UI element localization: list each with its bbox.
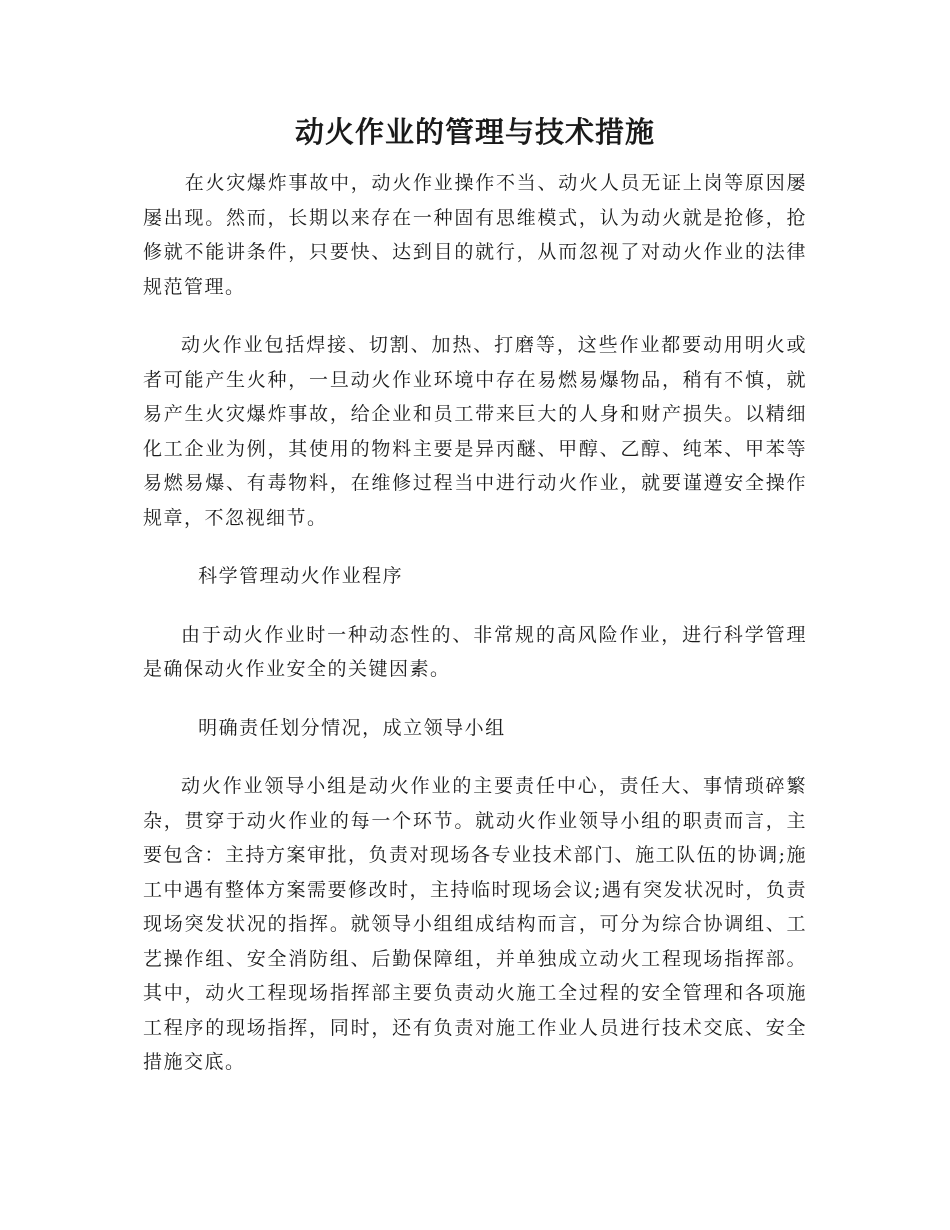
section-heading-scientific-management: 科学管理动火作业程序 — [198, 565, 404, 587]
paragraph-intro: 在火灾爆炸事故中，动火作业操作不当、动火人员无证上岗等原因屡屡出现。然而，长期以来存在一种固有思维模式，认为动火就是抢修，抢修就不能讲条件，只要快、达到目的就行，从而忽视了对动火作业的法律规范管理。 — [143, 172, 807, 298]
paragraph-scientific-management: 由于动火作业时一种动态性的、非常规的高风险作业，进行科学管理是确保动火作业安全的关键因素。 — [143, 623, 807, 680]
paragraph-hot-work-scope: 动火作业包括焊接、切割、加热、打磨等，这些作业都要动用明火或者可能产生火种，一旦动火作业环境中存在易燃易爆物品，稍有不慎，就易产生火灾爆炸事故，给企业和员工带来巨大的人身和财产损失。以精细化工企业为例，其使用的物料主要是异丙醚、甲醇、乙醇、纯苯、甲苯等易燃易爆、有毒物料，在维修过程当中进行动火作业，就要谨遵安全操作规章，不忽视细节。 — [143, 334, 807, 529]
section-heading-responsibility: 明确责任划分情况，成立领导小组 — [198, 716, 506, 739]
paragraph-leadership-group: 动火作业领导小组是动火作业的主要责任中心，责任大、事情琐碎繁杂，贯穿于动火作业的每一个环节。就动火作业领导小组的职责而言，主要包含：主持方案审批，负责对现场各专业技术部门、施工队伍的协调;施工中遇有整体方案需要修改时，主持临时现场会议;遇有突发状况时，负责现场突发状况的指挥。就领导小组组成结构而言，可分为综合协调组、工艺操作组、安全消防组、后勤保障组，并单独成立动火工程现场指挥部。其中，动火工程现场指挥部主要负责动火施工全过程的安全管理和各项施工程序的现场指挥，同时，还有负责对施工作业人员进行技术交底、安全措施交底。 — [143, 775, 807, 1073]
document-title: 动火作业的管理与技术措施 — [294, 115, 655, 149]
document-body — [143, 166, 807, 1104]
